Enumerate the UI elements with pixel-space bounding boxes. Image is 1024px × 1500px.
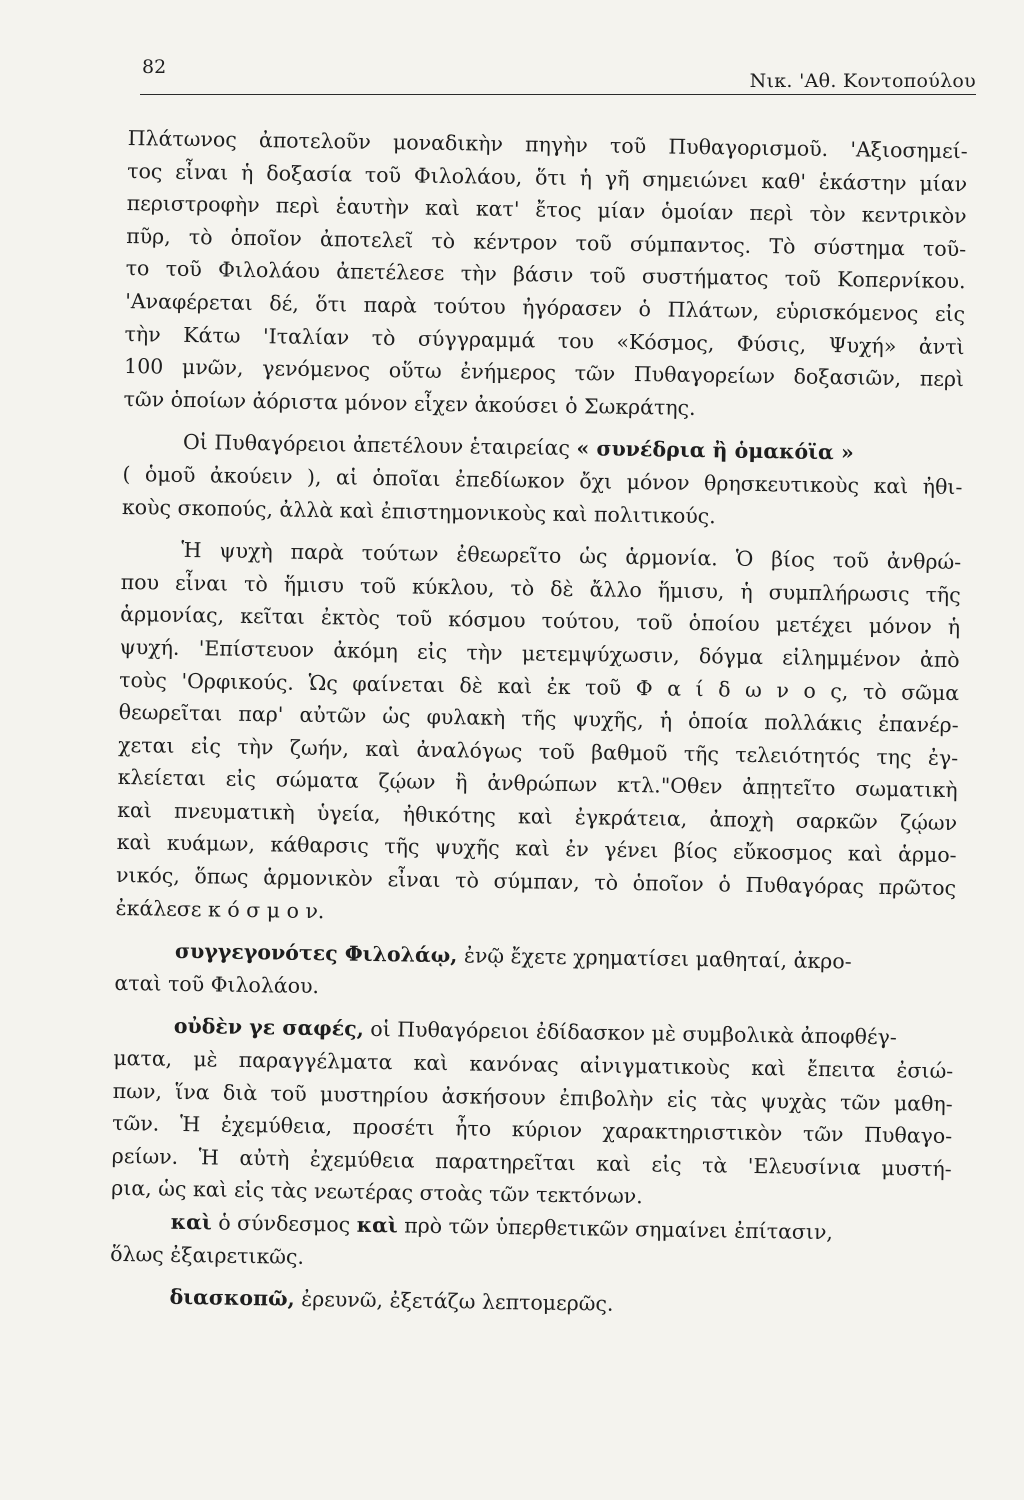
- text-line: πῦρ, τὸ ὁποῖον ἀποτελεῖ τὸ κέντρον τοῦ σύμπαντος. Τὸ σύστημα τοῦ-: [126, 223, 967, 261]
- text-line: 100 μνῶν, γενόμενος οὕτω ἐνήμερος τῶν Πυθαγορείων δοξασιῶν, περὶ: [123, 354, 965, 392]
- text-line: περιστροφὴν περὶ ἑαυτὴν καὶ κατ' ἔτος μίαν ὁμοίαν περὶ τὸν κεντρικὸν: [126, 191, 967, 229]
- text-line: καὶ πνευματικὴ ὑγεία, ἠθικότης καὶ ἐγκράτεια, ἀποχὴ σαρκῶν ζῴων: [117, 797, 958, 835]
- text-line: το τοῦ Φιλολάου ἀπετέλεσε τὴν βάσιν τοῦ συστήματος τοῦ Κοπερνίκου.: [125, 256, 966, 294]
- text-line: ( ὁμοῦ ἀκούειν ), αἱ ὁποῖαι ἐπεδίωκον ὄχι μόνον θρησκευτικοὺς καὶ ἠθι-: [122, 461, 963, 500]
- text-line: οὐδὲν γε σαφές, οἱ Πυθαγόρειοι ἐδίδασκον μὲ συμβολικὰ ἀποφθέγ-: [173, 1014, 897, 1050]
- gloss-entry-4: [109, 1280, 949, 1326]
- text-line: καὶ κυάμων, κάθαρσις τῆς ψυχῆς καὶ ἐν γένει βίος εὔκοσμος καὶ ἁρμο-: [116, 830, 957, 868]
- text-line: θεωρεῖται παρ' αὐτῶν ὡς φυλακὴ τῆς ψυχῆς, ἡ ὁποία πολλάκις ἐπανέρ-: [118, 700, 959, 738]
- text-line: ρείων. Ἡ αὐτὴ ἐχεμύθεια παρατηρεῖται καὶ εἰς τὰ 'Ελευσίνια μυστή-: [111, 1143, 952, 1181]
- text-line: που εἶναι τὸ ἥμισυ τοῦ κύκλου, τὸ δὲ ἄλλο ἥμισυ, ἡ συμπλήρωσις τῆς: [120, 569, 961, 607]
- text-line: ρια, ὡς καὶ εἰς τὰς νεωτέρας στοὰς τῶν τεκτόνων.: [111, 1176, 643, 1209]
- text-line: τος εἶναι ἡ δοξασία τοῦ Φιλολάου, ὅτι ἡ γῆ σημειώνει καθ' ἑκάστην μίαν: [127, 158, 968, 196]
- text-line: διασκοπῶ, ἐρευνῶ, ἐξετάζω λεπτομερῶς.: [169, 1284, 614, 1316]
- text-line: καὶ ὁ σύνδεσμος καὶ πρὸ τῶν ὑπερθετικῶν σημαίνει ἐπίτασιν,: [170, 1209, 834, 1245]
- gloss-term: οὐδὲν γε σαφές,: [173, 1014, 365, 1042]
- gloss-term: συγγεγονότες Φιλολάῳ,: [174, 939, 458, 968]
- text-line: κλείεται εἰς σώματα ζῴων ἢ ἀνθρώπων κτλ."Οθεν ἀπῃτεῖτο σωματικὴ: [117, 765, 958, 803]
- text-line: χεται εἰς τὴν ζωήν, καὶ ἀναλόγως τοῦ βαθμοῦ τῆς τελειότητός της ἐγ-: [118, 732, 959, 770]
- gloss-entry-3: [110, 1205, 951, 1283]
- gloss-term: διασκοπῶ,: [169, 1284, 295, 1311]
- emphasis-term: « συνέδρια ἢ ὁμακόϊα »: [576, 436, 854, 465]
- text-line: ἁρμονίας, κεῖται ἐκτὸς τοῦ κόσμου τούτου, τοῦ ὁποίου μετέχει μόνον ἡ: [120, 602, 961, 640]
- page-number: 82: [142, 56, 167, 78]
- text-line: συγγεγονότες Φιλολάῳ, ἐνῷ ἔχετε χρηματίσει μαθηταί, ἀκρο-: [174, 939, 852, 974]
- text-line: νικός, ὅπως ἁρμονικὸν εἶναι τὸ σύμπαν, τὸ ὁποῖον ὁ Πυθαγόρας πρῶτος: [115, 862, 957, 901]
- text-line: ἐκάλεσε κ ό σ μ ο ν.: [115, 895, 325, 923]
- paragraph-1: [123, 122, 968, 429]
- gloss-term: καὶ: [356, 1212, 398, 1238]
- body-text: [109, 122, 968, 1326]
- paragraph-2: [122, 425, 963, 536]
- text-line: ματα, μὲ παραγγέλματα καὶ κανόνας αἰνιγματικοὺς καὶ ἔπειτα ἐσιώ-: [113, 1045, 954, 1084]
- text-line: κοὺς σκοπούς, ἀλλὰ καὶ ἐπιστημονικοὺς καὶ πολιτικούς.: [121, 494, 716, 528]
- text-line: αταὶ τοῦ Φιλολάου.: [114, 970, 320, 998]
- text-line: ψυχή. 'Επίστευον ἀκόμη εἰς τὴν μετεμψύχωσιν, δόγμα εἰλημμένον ἀπὸ: [119, 634, 960, 673]
- gloss-entry-2: [111, 1009, 954, 1218]
- text-line: πων, ἵνα διὰ τοῦ μυστηρίου ἀσκήσουν ἐπιβολὴν εἰς τὰς ψυχὰς τῶν μαθη-: [112, 1078, 953, 1116]
- page-header: [140, 50, 976, 95]
- text-line: τῶν ὁποίων ἀόριστα μόνον εἶχεν ἀκούσει ὁ Σωκράτης.: [123, 386, 696, 420]
- text-line: τοὺς 'Ορφικούς. Ὡς φαίνεται δὲ καὶ ἐκ τοῦ Φ α ί δ ω ν ο ς, τὸ σῶμα: [119, 667, 960, 705]
- paragraph-3: [115, 533, 961, 937]
- running-head: Νικ. 'Αθ. Κοντοπούλου: [749, 70, 976, 92]
- text-line: ὅλως ἐξαιρετικῶς.: [110, 1241, 305, 1269]
- text-line: Ἡ ψυχὴ παρὰ τούτων ἐθεωρεῖτο ὡς ἁρμονία. Ὁ βίος τοῦ ἀνθρώ-: [181, 538, 962, 575]
- text-line: Πλάτωνος ἀποτελοῦν μοναδικὴν πηγὴν τοῦ Πυθαγορισμοῦ. 'Αξιοσημεί-: [127, 125, 968, 164]
- text-line: τῶν. Ἡ ἐχεμύθεια, προσέτι ἦτο κύριον χαρακτηριστικὸν τῶν Πυθαγο-: [112, 1111, 953, 1149]
- text-line: 'Αναφέρεται δέ, ὅτι παρὰ τούτου ἠγόρασεν ὁ Πλάτων, εὑρισκόμενος εἰς: [125, 288, 966, 327]
- text-line: Οἱ Πυθαγόρειοι ἀπετέλουν ἑταιρείας « συνέδρια ἢ ὁμακόϊα »: [182, 430, 854, 465]
- gloss-term: καὶ: [170, 1209, 212, 1235]
- gloss-entry-1: [114, 934, 955, 1012]
- text-line: τὴν Κάτω 'Ιταλίαν τὸ σύγγραμμά του «Κόσμος, Φύσις, Ψυχή» ἀντὶ: [124, 321, 965, 359]
